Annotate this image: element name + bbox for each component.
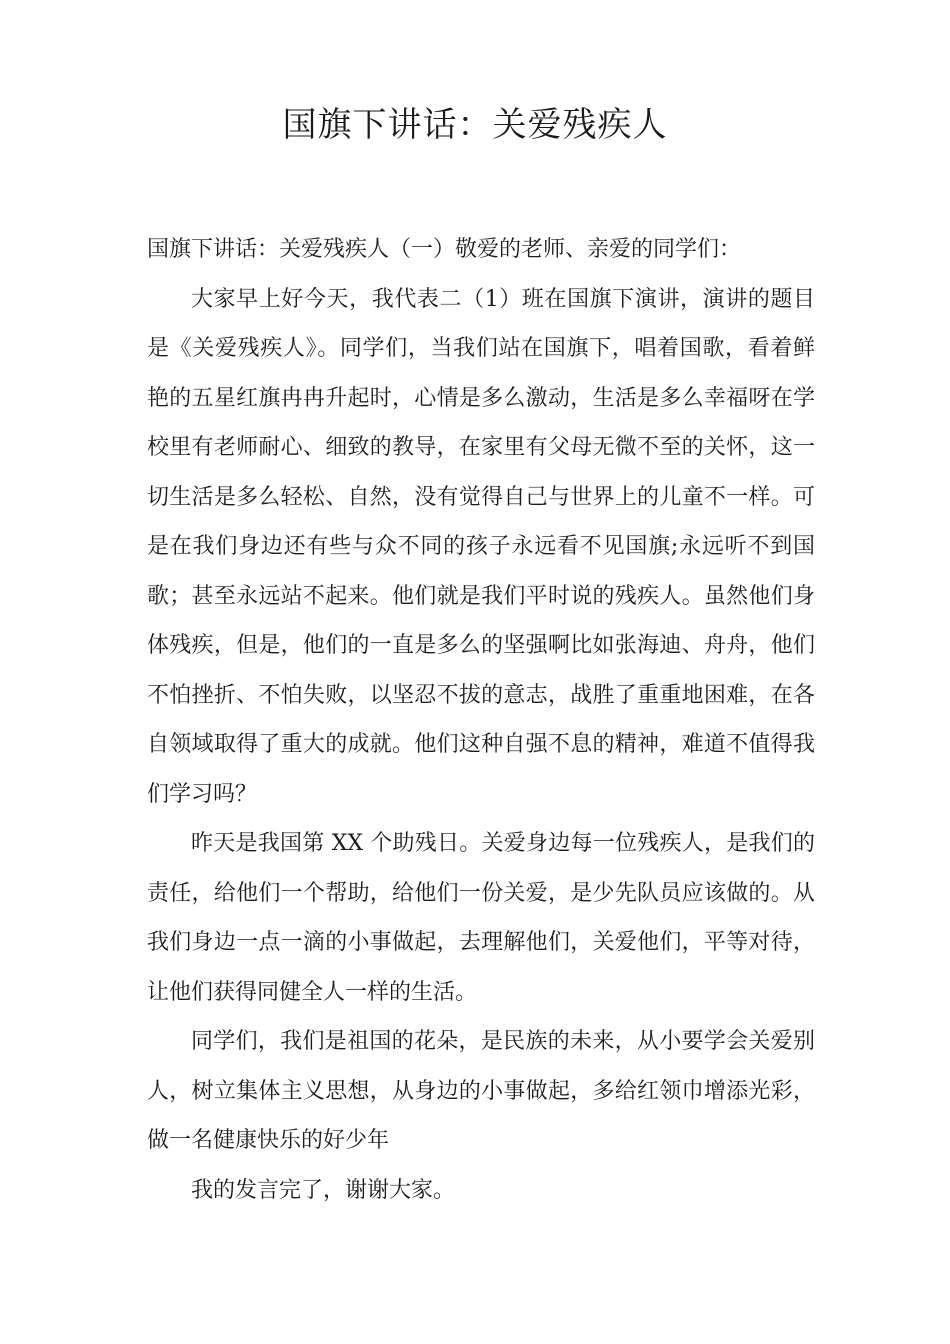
body-paragraph-2: 昨天是我国第 XX 个助残日。关爱身边每一位残疾人，是我们的责任，给他们一个帮助，给他们一份关爱，是少先队员应该做的。从我们身边一点一滴的小事做起，去理解他们，关爱他们，平等对待，让他们获得同健全人一样的生活。 xyxy=(147,831,815,1005)
document-body xyxy=(147,225,815,1215)
salutation-paragraph: 国旗下讲话：关爱残疾人（一）敬爱的老师、亲爱的同学们： xyxy=(147,237,742,262)
body-paragraph-3: 同学们，我们是祖国的花朵，是民族的未来，从小要学会关爱别人，树立集体主义思想，从身边的小事做起，多给红领巾增添光彩，做一名健康快乐的好少年 xyxy=(147,1029,815,1153)
closing-paragraph: 我的发言完了，谢谢大家。 xyxy=(191,1177,456,1203)
body-paragraph-1: 大家早上好今天，我代表二（1）班在国旗下演讲，演讲的题目是《关爱残疾人》。同学们，当我们站在国旗下，唱着国歌，看着鲜艳的五星红旗冉冉升起时，心情是多么激动，生活是多么幸福呀在学校里有老师耐心、细致的教导，在家里有父母无微不至的关怀，这一切生活是多么轻松、自然，没有觉得自己与世界上的儿童不一样。可是在我们身边还有些与众不同的孩子永远看不见国旗;永远听不到国歌；甚至永远站不起来。他们就是我们平时说的残疾人。虽然他们身体残疾，但是，他们的一直是多么的坚强啊比如张海迪、舟舟，他们不怕挫折、不怕失败，以坚忍不拔的意志，战胜了重重地困难，在各自领域取得了重大的成就。他们这种自强不息的精神，难道不值得我们学习吗？ xyxy=(147,286,815,807)
document-title: 国旗下讲话：关爱残疾人 xyxy=(282,105,668,145)
